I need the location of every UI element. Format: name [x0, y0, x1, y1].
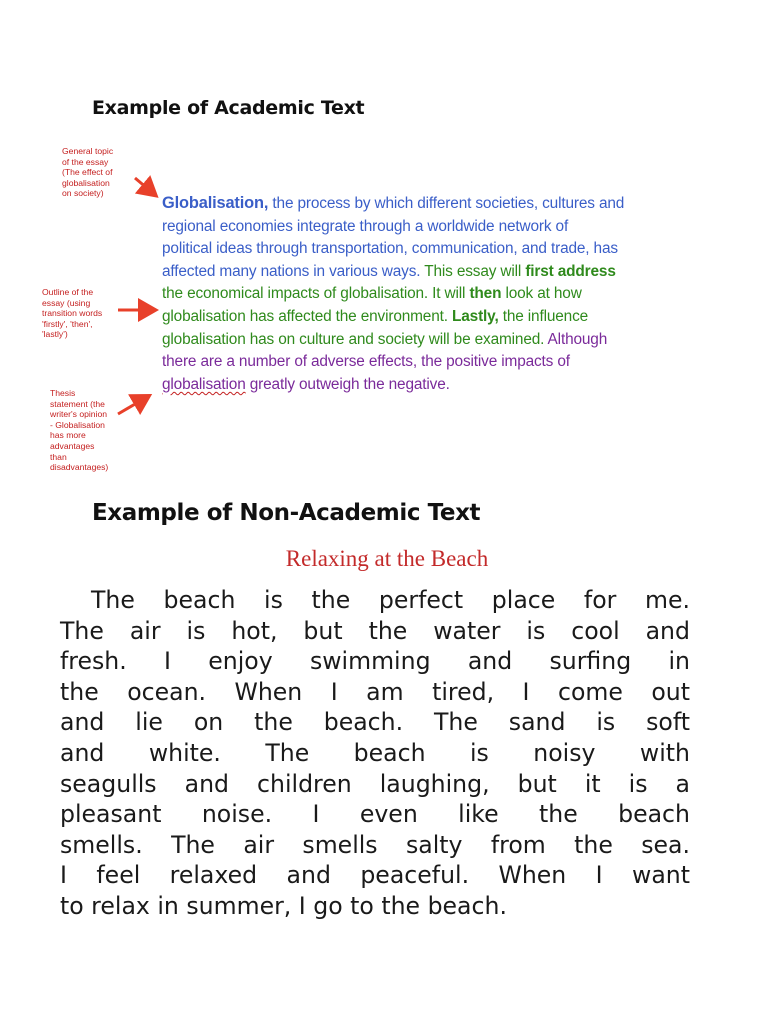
academic-line-1: Globalisation, the process by which different societies, cultures and	[162, 194, 625, 212]
academic-line-7: globalisation has on culture and society will be examined. Although	[162, 330, 608, 348]
transition-lastly: Lastly,	[452, 307, 499, 325]
spellcheck-underlined-word: globalisation	[162, 375, 246, 393]
annotation-topic: General topic of the essay (The effect of globalisation on society)	[62, 146, 114, 199]
transition-then: then	[469, 285, 502, 303]
beach-line: to relax in summer, I go to the beach.	[60, 891, 507, 920]
annotation-thesis: Thesis statement (the writer's opinion - Globalisation has more advantages than disadvantages)	[50, 388, 109, 473]
beach-line: fresh. I enjoy swimming and surfing in	[60, 647, 690, 676]
beach-paragraph	[60, 585, 690, 922]
beach-line: seagulls and children laughing, but it is a	[60, 769, 690, 798]
arrow-thesis-icon	[118, 397, 147, 414]
beach-line: The air is hot, but the water is cool and	[60, 616, 690, 645]
beach-line: and white. The beach is noisy with	[60, 738, 690, 767]
academic-line-5: the economical impacts of globalisation. It will then look at how	[162, 285, 582, 303]
beach-title: Relaxing at the Beach	[285, 546, 489, 571]
arrow-topic-icon	[135, 178, 154, 194]
beach-line: I feel relaxed and peaceful. When I want	[60, 861, 690, 890]
academic-line-9: globalisation greatly outweigh the negative.	[162, 375, 450, 393]
beach-line: and lie on the beach. The sand is soft	[60, 708, 690, 737]
beach-line: smells. The air smells salty from the sea.	[60, 830, 690, 859]
academic-line-3: political ideas through transportation, communication, and trade, has	[162, 240, 618, 258]
academic-heading: Example of Academic Text	[92, 97, 365, 119]
academic-line-2: regional economies integrate through a worldwide network of	[162, 217, 569, 235]
academic-paragraph	[162, 192, 742, 396]
non-academic-heading: Example of Non-Academic Text	[92, 500, 481, 526]
academic-line-4: affected many nations in various ways. This essay will first address	[162, 262, 616, 280]
transition-firstly: first address	[525, 262, 616, 280]
annotation-outline: Outline of the essay (using transition words 'firstly', 'then', 'lastly')	[42, 287, 103, 340]
beach-line: pleasant noise. I even like the beach	[60, 800, 690, 829]
beach-line: the ocean. When I am tired, I come out	[60, 677, 690, 706]
beach-line: The beach is the perfect place for me.	[91, 586, 690, 614]
academic-line-8: there are a number of adverse effects, the positive impacts of	[162, 353, 570, 371]
academic-line-6: globalisation has affected the environment. Lastly, the influence	[162, 307, 589, 325]
academic-topic-term: Globalisation,	[162, 194, 269, 212]
